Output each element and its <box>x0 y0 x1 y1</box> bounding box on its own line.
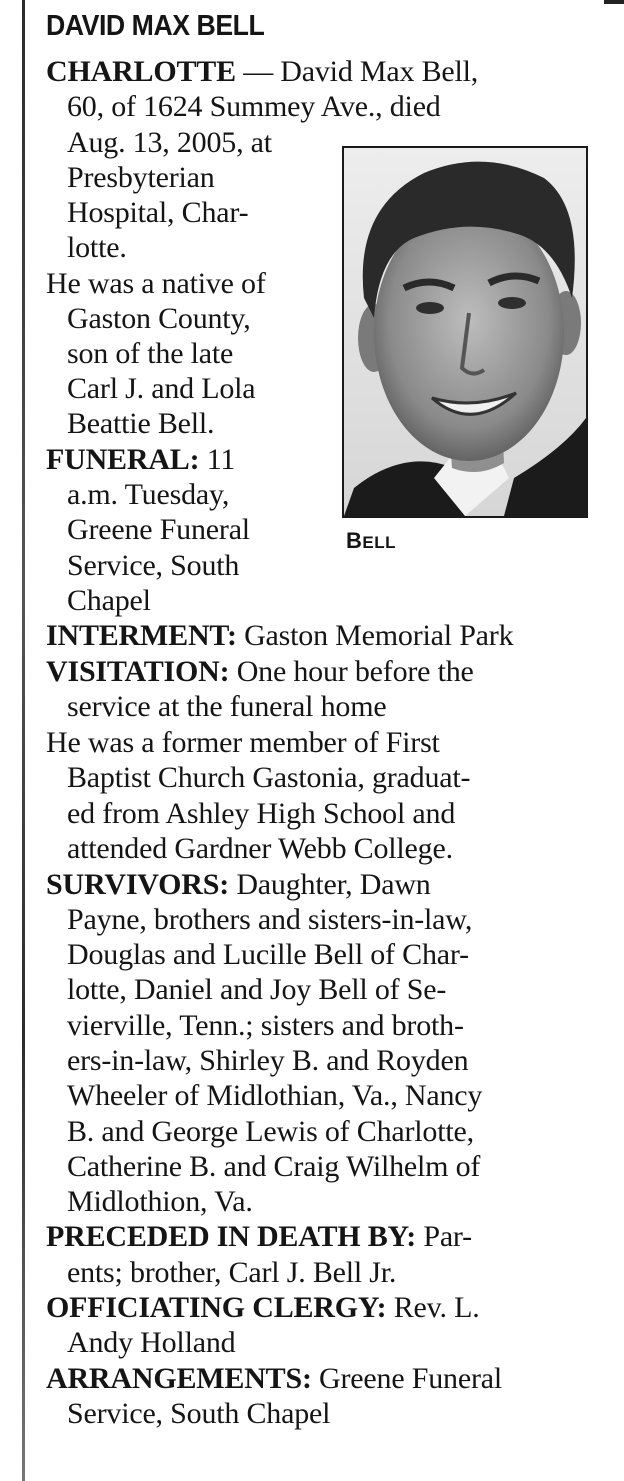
text-line: Andy Holland <box>67 1326 236 1359</box>
text-line: Presbyterian <box>67 161 215 194</box>
text-line: Beattie Bell. <box>67 407 215 440</box>
text-line: Hospital, Char- <box>67 196 249 229</box>
section-label: ARRANGEMENTS: <box>46 1362 312 1395</box>
line-text: Daughter, Dawn <box>229 868 431 901</box>
obituary-clipping <box>46 0 606 1481</box>
text-line <box>46 654 474 690</box>
text-line: a.m. Tuesday, <box>67 478 230 511</box>
text-line: He was a former member of First <box>46 726 440 759</box>
line-text: Par- <box>416 1220 472 1253</box>
text-line: ers-in-law, Shirley B. and Royden <box>67 1044 469 1077</box>
photo-caption-smallcaps: ELL <box>362 533 396 552</box>
text-line: son of the late <box>67 337 234 370</box>
line-text: One hour before the <box>229 655 474 688</box>
text-line <box>46 618 513 654</box>
section-label: PRECEDED IN DEATH BY: <box>46 1220 417 1253</box>
text-line <box>46 54 478 90</box>
portrait-illustration <box>344 148 586 516</box>
text-line: Payne, brothers and sisters-in-law, <box>67 903 473 936</box>
text-line: B. and George Lewis of Charlotte, <box>67 1115 474 1148</box>
photo-caption-text: BELL <box>346 528 396 553</box>
text-line: Midlothion, Va. <box>67 1185 253 1218</box>
line-text: Rev. L. <box>386 1291 480 1324</box>
text-line: service at the funeral home <box>67 690 387 723</box>
section-label: CHARLOTTE <box>46 55 236 88</box>
text-line: He was a native of <box>46 267 266 300</box>
section-label: INTERMENT: <box>46 619 237 652</box>
corner-mark <box>604 0 624 4</box>
line-text: — David Max Bell, <box>235 55 479 88</box>
text-line <box>46 1290 480 1326</box>
text-line: attended Gardner Webb College. <box>67 832 453 865</box>
portrait-photo <box>342 146 588 518</box>
text-line: Service, South Chapel <box>67 1397 331 1430</box>
text-line: lotte. <box>67 231 127 264</box>
section-label: VISITATION: <box>46 655 230 688</box>
text-line: Catherine B. and Craig Wilhelm of <box>67 1150 481 1183</box>
text-line: vierville, Tenn.; sisters and broth- <box>67 1009 464 1042</box>
section-label: FUNERAL: <box>46 443 200 476</box>
text-line: Baptist Church Gastonia, graduat- <box>67 761 471 794</box>
text-line <box>46 867 431 903</box>
line-text: 11 <box>199 443 236 476</box>
text-line: ed from Ashley High School and <box>67 797 456 830</box>
text-line: Chapel <box>67 584 151 617</box>
text-line <box>46 1219 472 1255</box>
text-line: Wheeler of Midlothian, Va., Nancy <box>67 1079 483 1112</box>
line-text: Gaston Memorial Park <box>236 619 514 652</box>
text-line <box>46 442 235 478</box>
section-label: SURVIVORS: <box>46 868 230 901</box>
text-line: Greene Funeral <box>67 513 250 546</box>
text-line <box>46 1361 502 1397</box>
text-line: lotte, Daniel and Joy Bell of Se- <box>67 973 447 1006</box>
text-line: Service, South <box>67 549 240 582</box>
text-line: Aug. 13, 2005, at <box>67 126 272 159</box>
text-line: ents; brother, Carl J. Bell Jr. <box>67 1256 397 1289</box>
text-line: Douglas and Lucille Bell of Char- <box>67 938 469 971</box>
text-line: Gaston County, <box>67 302 251 335</box>
line-text: Greene Funeral <box>311 1362 502 1395</box>
obituary-headline: DAVID MAX BELL <box>46 10 265 42</box>
section-label: OFFICIATING CLERGY: <box>46 1291 387 1324</box>
text-line: 60, of 1624 Summey Ave., died <box>67 90 441 123</box>
photo-caption <box>346 528 396 554</box>
text-line: Carl J. and Lola <box>67 372 256 405</box>
clipping-left-edge <box>22 0 25 1481</box>
